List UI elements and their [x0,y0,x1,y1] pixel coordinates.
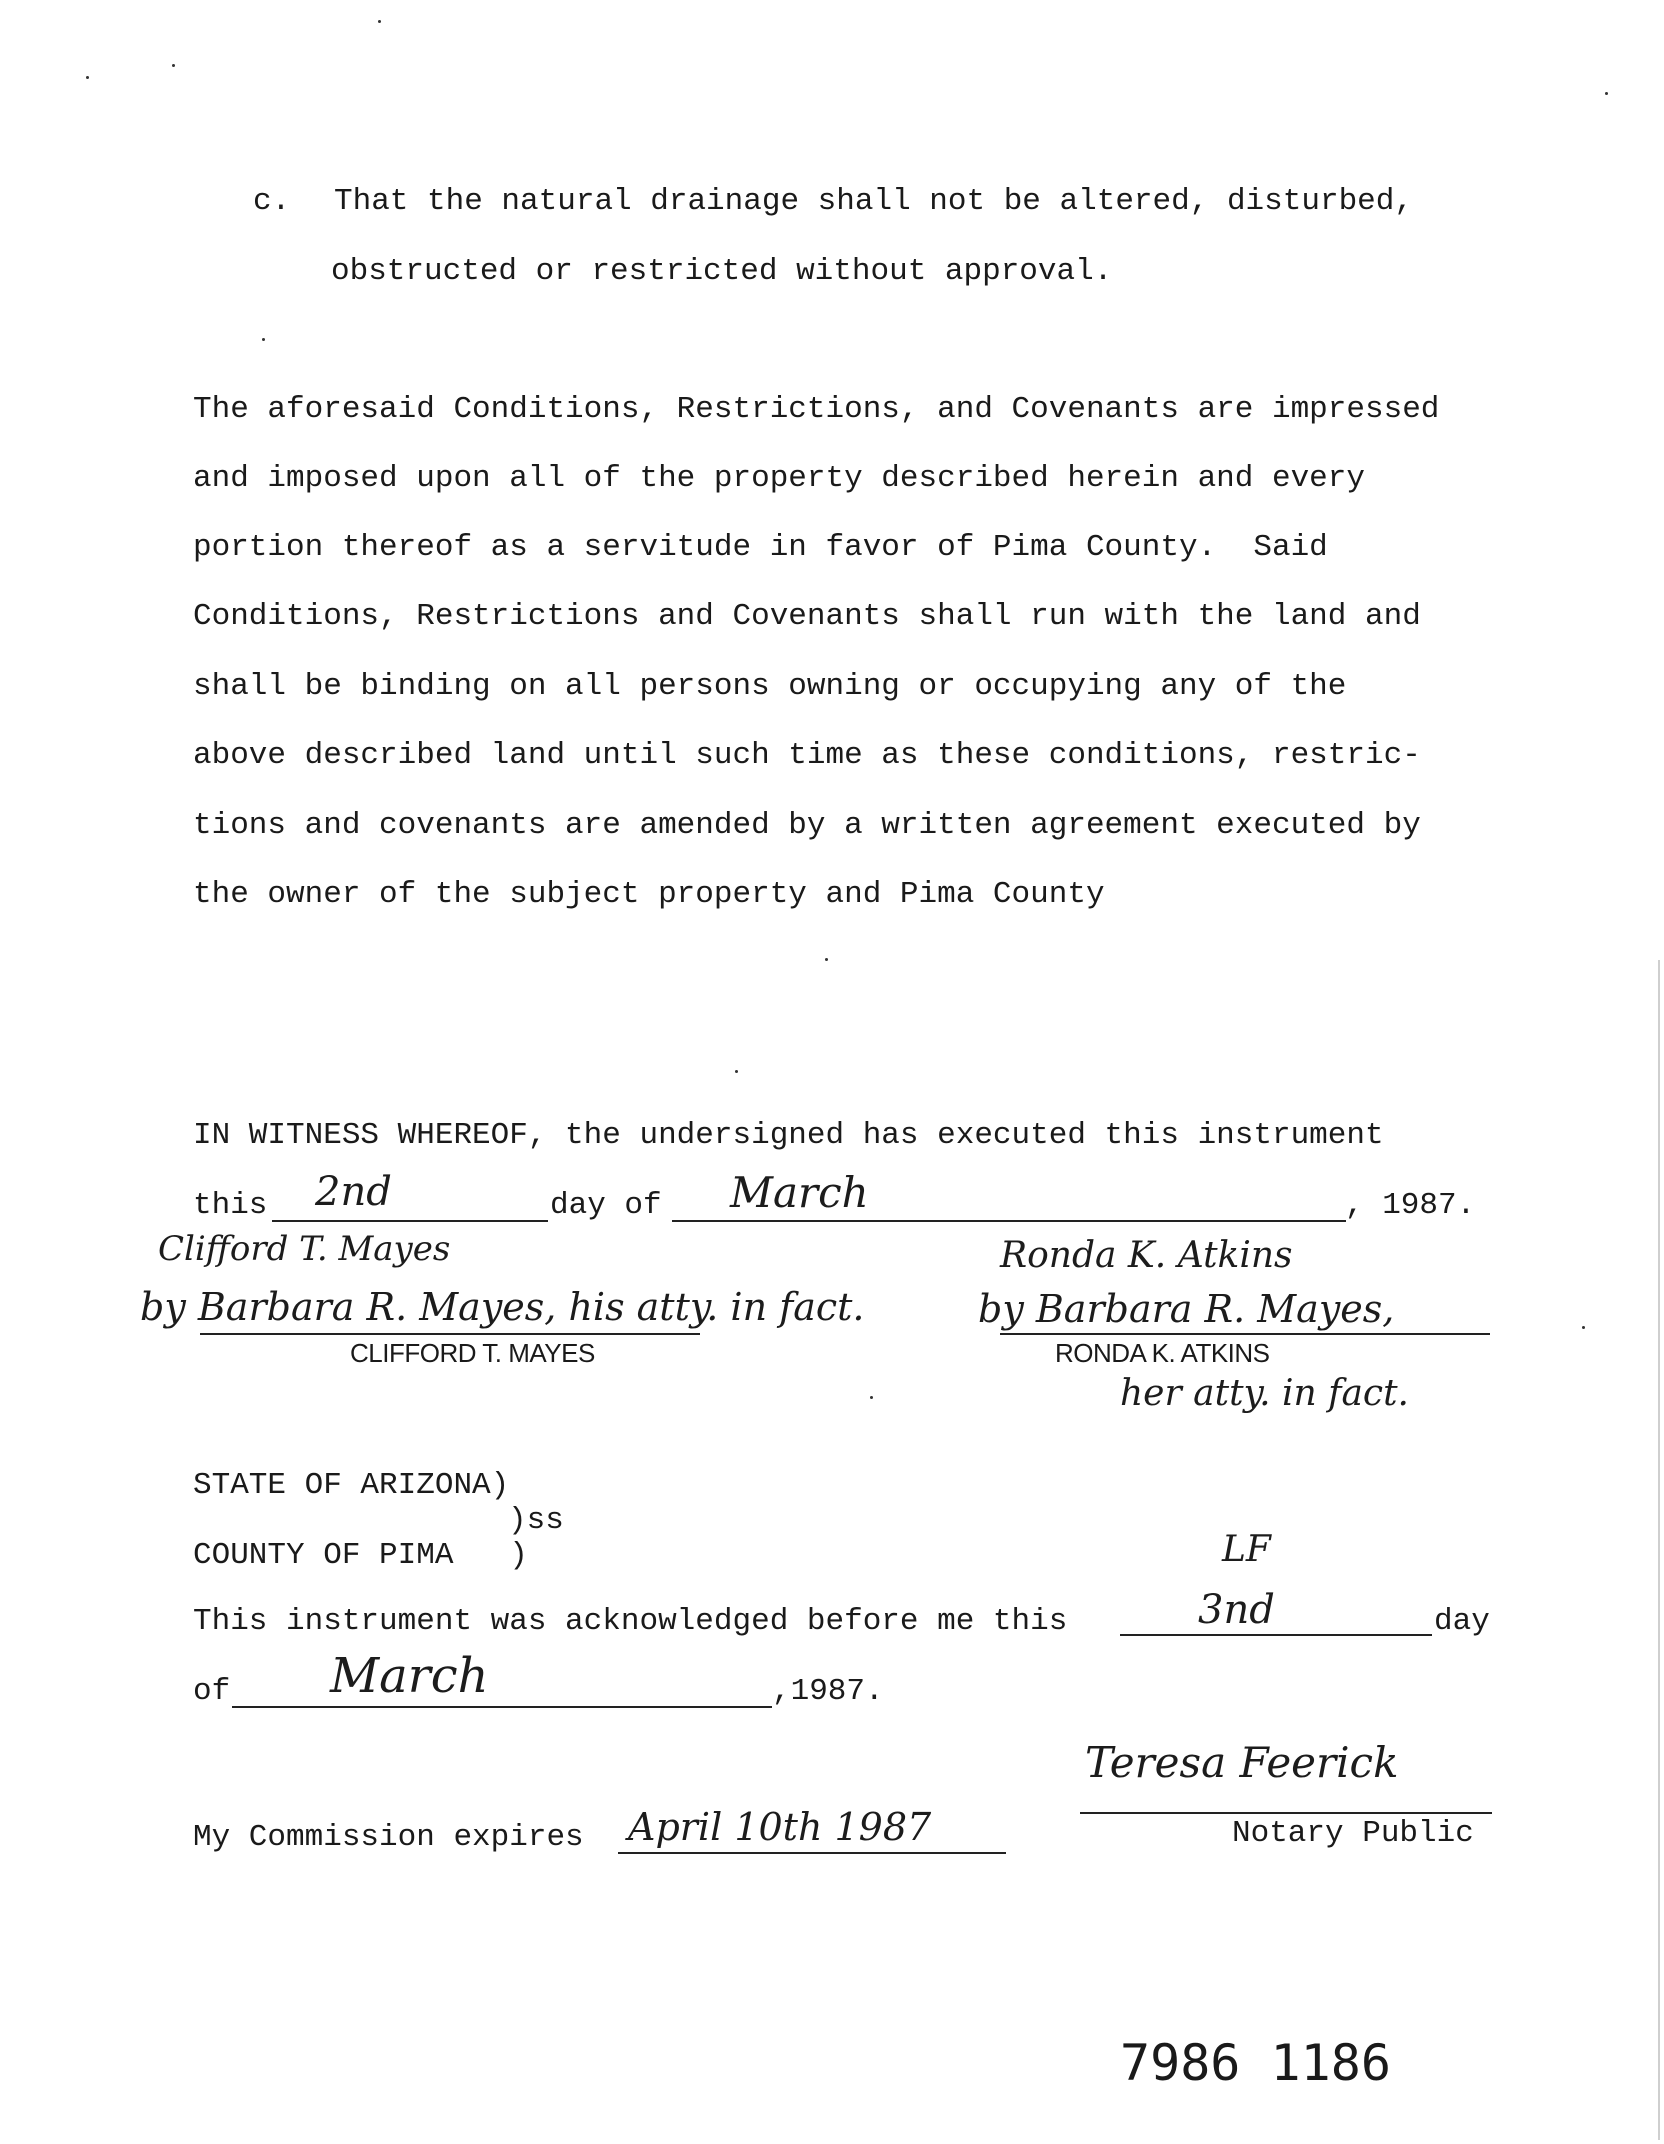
commission-label: My Commission expires [193,1820,584,1855]
paragraph-line-2: and imposed upon all of the property described herein and every [193,461,1365,496]
notary-public-label: Notary Public [1232,1816,1474,1851]
ack-day-handwritten: 3nd [1198,1587,1275,1633]
scan-speck [870,1396,873,1399]
scan-speck [825,958,828,961]
witness-month-handwritten: March [730,1168,869,1217]
notary-signature: Teresa Feerick [1085,1738,1399,1787]
ss-label: )ss [508,1503,564,1538]
ronda-signature-line [1000,1333,1490,1335]
ack-day-label: day [1434,1604,1490,1639]
ack-month-blank-line [232,1706,772,1708]
scan-speck [378,20,381,23]
paragraph-line-6: above described land until such time as these conditions, restric- [193,738,1421,773]
ack-month-handwritten: March [330,1648,489,1704]
witness-year: , 1987. [1345,1188,1476,1223]
commission-blank-line [618,1852,1006,1854]
day-blank-line [272,1220,548,1222]
witness-this-label: this [193,1188,268,1223]
witness-day-of-label: day of [550,1188,662,1223]
ronda-signature-line-1: Ronda K. Atkins [1000,1235,1293,1276]
county-label: COUNTY OF PIMA ) [193,1538,528,1573]
document-number: 7986 1186 [1120,2034,1391,2092]
clifford-signature-line-2: by Barbara R. Mayes, his atty. in fact. [140,1285,865,1329]
ronda-name: RONDA K. ATKINS [1055,1338,1270,1368]
ronda-signature-line-3: her atty. in fact. [1120,1373,1409,1414]
ronda-signature-line-2: by Barbara R. Mayes, [978,1287,1395,1331]
paragraph-line-5: shall be binding on all persons owning or occupying any of the [193,669,1347,704]
scan-speck [735,1070,738,1073]
paragraph-line-4: Conditions, Restrictions and Covenants shall run with the land and [193,599,1421,634]
notary-initials: LF [1222,1529,1271,1570]
item-c-letter: c. [253,184,291,219]
scan-speck [262,338,265,341]
paragraph-line-8: the owner of the subject property and Pima County [193,877,1105,912]
commission-handwritten: April 10th 1987 [628,1805,932,1849]
scan-speck [172,64,175,67]
paragraph-line-7: tions and covenants are amended by a written agreement executed by [193,808,1421,843]
item-c-line-1: That the natural drainage shall not be altered, disturbed, [334,184,1413,219]
notary-signature-line [1080,1812,1492,1814]
ack-of-label: of [193,1674,231,1709]
item-c-line-2: obstructed or restricted without approval. [331,254,1113,289]
scan-speck [86,76,89,79]
witness-day-handwritten: 2nd [315,1169,392,1215]
paragraph-line-1: The aforesaid Conditions, Restrictions, and Covenants are impressed [193,392,1440,427]
month-blank-line [672,1220,1346,1222]
state-label: STATE OF ARIZONA) [193,1468,510,1503]
scan-page-edge [1658,960,1660,2140]
ack-year: ,1987. [772,1674,884,1709]
clifford-name: CLIFFORD T. MAYES [350,1338,595,1368]
ack-day-blank-line [1120,1634,1432,1636]
witness-line-1: IN WITNESS WHEREOF, the undersigned has executed this instrument [193,1118,1384,1153]
clifford-signature-line-1: Clifford T. Mayes [158,1229,451,1269]
clifford-signature-line [200,1333,700,1335]
scan-speck [1582,1326,1585,1329]
scan-speck [1605,92,1608,95]
paragraph-line-3: portion thereof as a servitude in favor of Pima County. Said [193,530,1328,565]
acknowledged-text: This instrument was acknowledged before me this [193,1604,1068,1639]
